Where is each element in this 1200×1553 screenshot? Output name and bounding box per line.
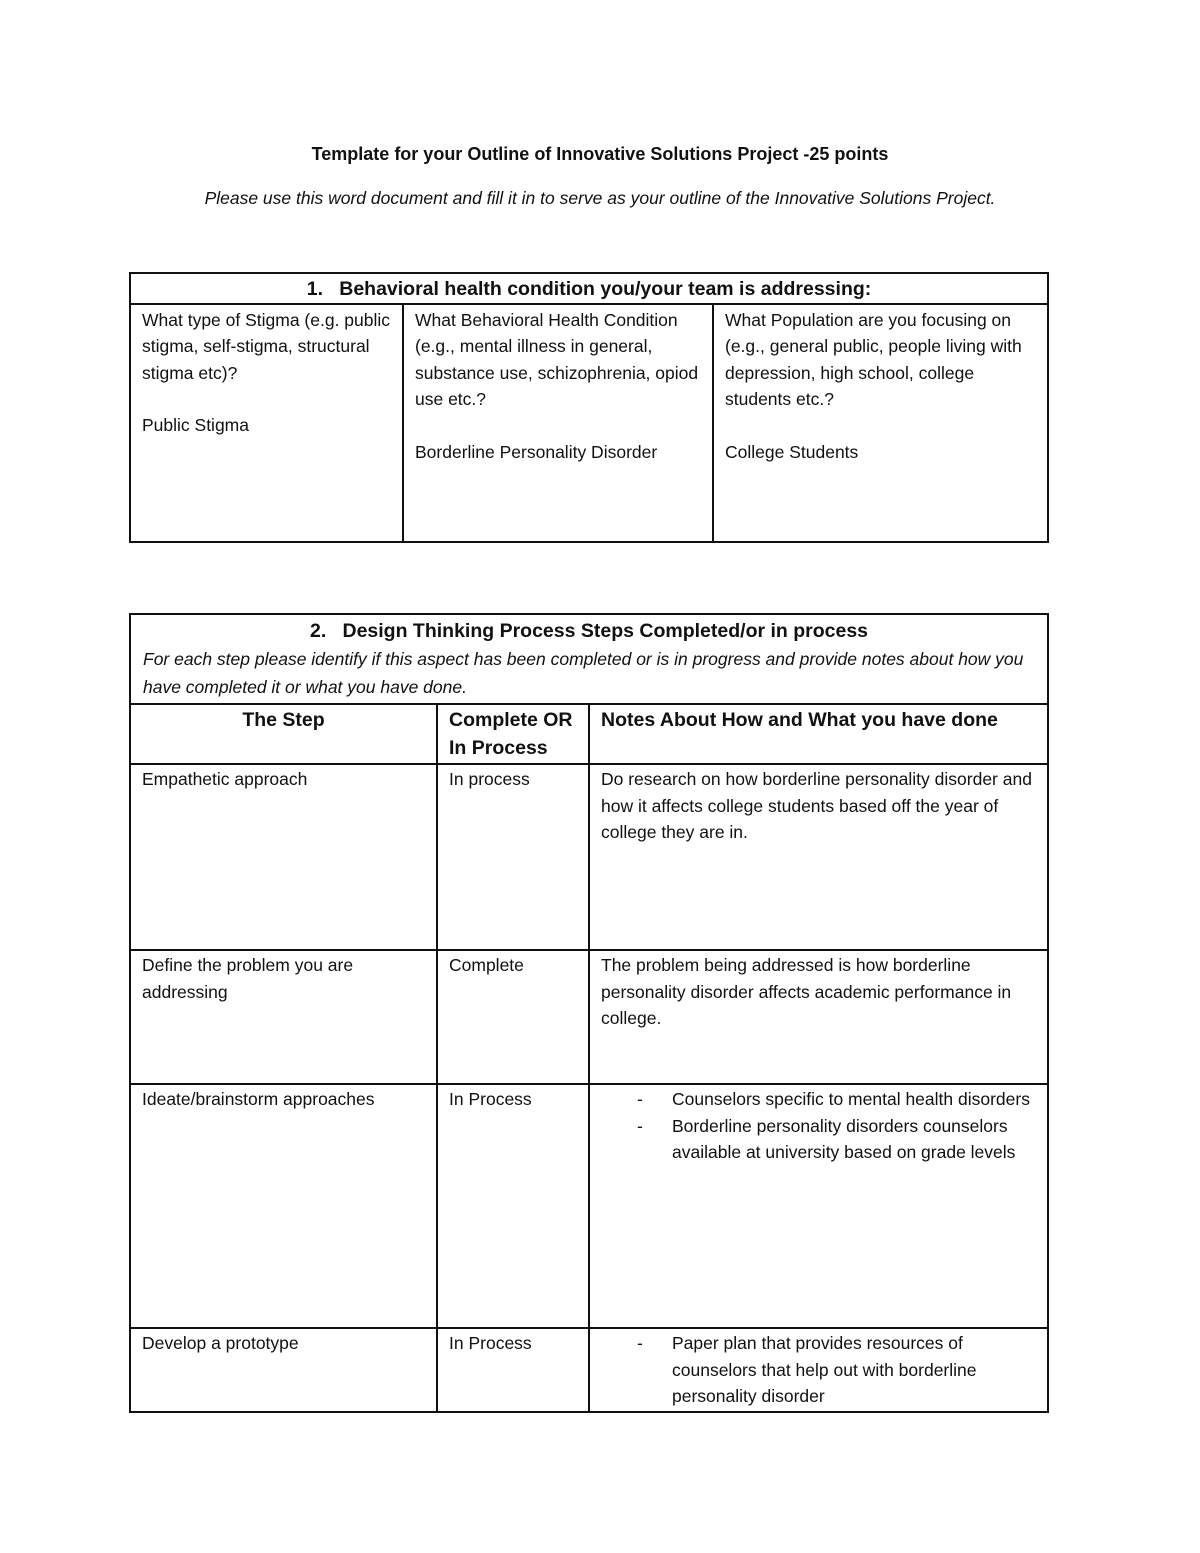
bullet-text: Paper plan that provides resources of counselors that help out with borderline personality disorder bbox=[672, 1333, 977, 1406]
column-header-notes: Notes About How and What you have done bbox=[589, 704, 1048, 764]
column-header-status: Complete OR In Process bbox=[437, 704, 589, 764]
step-cell: Develop a prototype bbox=[130, 1328, 437, 1412]
status-cell: Complete bbox=[437, 950, 589, 1084]
bullet-text: Counselors specific to mental health disorders bbox=[672, 1089, 1030, 1109]
step-cell: Empathetic approach bbox=[130, 764, 437, 950]
section2-description: For each step please identify if this aspect has been completed or is in progress and provide notes about how you have completed it or what you have done. bbox=[143, 649, 1024, 697]
column-header-step: The Step bbox=[130, 704, 437, 764]
notes-cell bbox=[589, 1328, 1048, 1412]
condition-answer: Borderline Personality Disorder bbox=[415, 441, 658, 462]
list-item bbox=[601, 1113, 1036, 1166]
table-row bbox=[130, 950, 1048, 1084]
section2-header-cell bbox=[130, 614, 1048, 704]
dash-bullet-icon: - bbox=[637, 1115, 643, 1136]
stigma-answer: Public Stigma bbox=[142, 415, 249, 435]
notes-bullet-list bbox=[601, 1086, 1036, 1166]
bullet-text: Borderline personality disorders counselors available at university based on grade levels bbox=[672, 1115, 1016, 1162]
population-answer: College Students bbox=[725, 441, 859, 462]
table-row bbox=[130, 1328, 1048, 1412]
dash-bullet-icon: - bbox=[637, 1333, 643, 1353]
section1-heading: 1. Behavioral health condition you/your team is addressing: bbox=[130, 273, 1048, 304]
list-item bbox=[601, 1086, 1036, 1113]
dash-bullet-icon: - bbox=[637, 1089, 643, 1109]
table-row bbox=[130, 764, 1048, 950]
step-cell: Define the problem you are addressing bbox=[130, 950, 437, 1084]
status-cell: In process bbox=[437, 764, 589, 950]
condition-question: What Behavioral Health Condition (e.g., mental illness in general, substance use, schizophrenia, opiod use etc.? bbox=[415, 309, 699, 409]
population-question: What Population are you focusing on (e.g., general public, people living with depression, high school, college students etc.? bbox=[725, 309, 1022, 409]
section2-heading: 2. Design Thinking Process Steps Completed/or in process bbox=[309, 620, 869, 642]
notes-cell: The problem being addressed is how borderline personality disorder affects academic performance in college. bbox=[589, 950, 1048, 1084]
condition-cell bbox=[403, 304, 713, 542]
behavioral-health-table bbox=[129, 272, 1049, 543]
notes-bullet-list bbox=[601, 1330, 1036, 1410]
status-cell: In Process bbox=[437, 1084, 589, 1328]
stigma-cell bbox=[130, 304, 403, 542]
notes-cell bbox=[589, 1084, 1048, 1328]
status-cell: In Process bbox=[437, 1328, 589, 1412]
list-item bbox=[601, 1330, 1036, 1410]
population-cell bbox=[713, 304, 1048, 542]
document-subtitle: Please use this word document and fill it in to serve as your outline of the Innovative Solutions Project. bbox=[204, 188, 996, 208]
stigma-question: What type of Stigma (e.g. public stigma, self-stigma, structural stigma etc)? bbox=[142, 309, 391, 383]
step-cell: Ideate/brainstorm approaches bbox=[130, 1084, 437, 1328]
document-title: Template for your Outline of Innovative Solutions Project -25 points bbox=[311, 144, 889, 164]
notes-cell: Do research on how borderline personality disorder and how it affects college students based off the year of college they are in. bbox=[589, 764, 1048, 950]
table-row bbox=[130, 1084, 1048, 1328]
design-thinking-table bbox=[129, 613, 1049, 1413]
